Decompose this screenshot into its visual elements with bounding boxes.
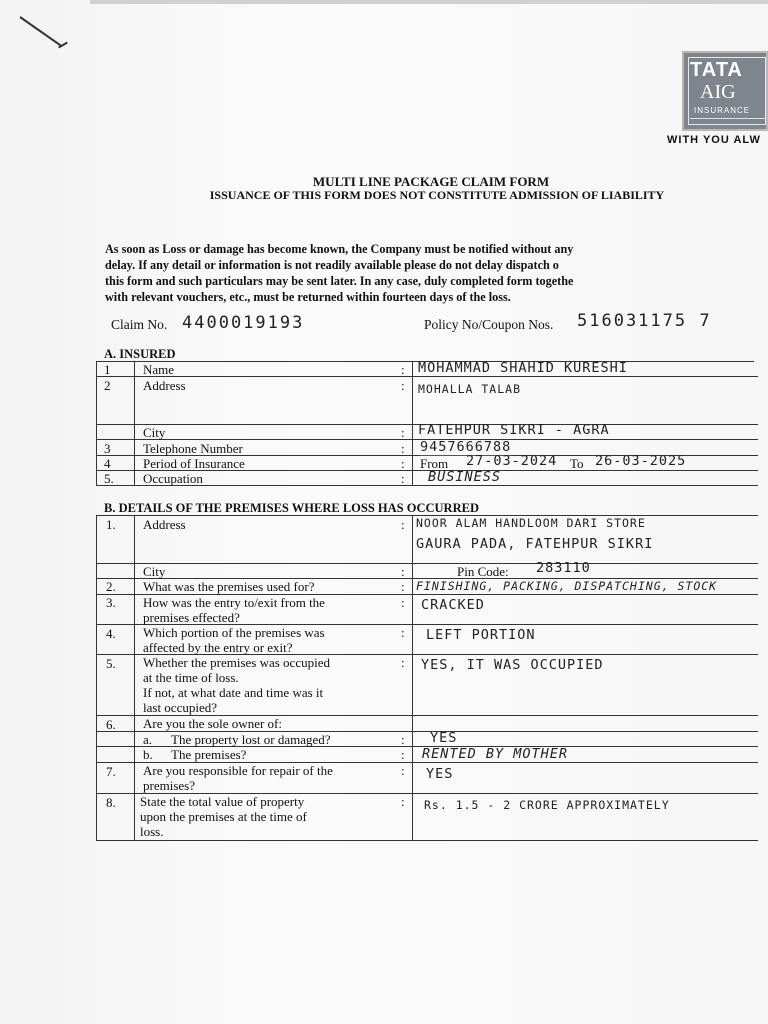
rule <box>96 840 758 841</box>
premises-owner-label: The premises? <box>171 747 247 762</box>
policy-no-value: 516031175 7 <box>577 311 712 331</box>
logo-brand: TATA <box>690 59 743 81</box>
occupied-value: YES, IT WAS OCCUPIED <box>421 657 604 673</box>
notice-line: this form and such particulars may be sent later. In any case, duly completed form togethe <box>105 274 574 288</box>
form-title: MULTI LINE PACKAGE CLAIM FORM <box>312 174 550 189</box>
property-value-label: State the total value of property <box>140 794 305 809</box>
premises-address-line1: NOOR ALAM HANDLOOM DARI STORE <box>416 516 646 530</box>
pen-mark <box>19 16 61 46</box>
colon: : <box>401 362 405 377</box>
portion-affected-value: LEFT PORTION <box>426 627 536 643</box>
period-from-label: From <box>420 456 449 471</box>
property-value-value: Rs. 1.5 - 2 CRORE APPROXIMATELY <box>424 798 670 812</box>
occupied-label: at the time of loss. <box>143 670 239 685</box>
repair-responsible-label: premises? <box>143 778 195 793</box>
form-subtitle: ISSUANCE OF THIS FORM DOES NOT CONSTITUTE ADMISSION OF LIABILITY <box>209 188 665 202</box>
rule <box>134 361 135 485</box>
occupied-label: last occupied? <box>143 700 217 715</box>
period-from-value: 27-03-2024 <box>466 453 558 469</box>
colon: : <box>401 595 405 610</box>
colon: : <box>401 378 405 393</box>
row-number: 3 <box>104 441 111 456</box>
rule <box>412 361 413 485</box>
occupation-label: Occupation <box>143 471 203 486</box>
rule <box>96 361 97 485</box>
notice-line: delay. If any detail or information is not readily available please do not delay dispatch o <box>105 258 559 272</box>
row-number: 3. <box>106 595 116 610</box>
pin-code-value: 283110 <box>536 560 591 576</box>
repair-responsible-label: Are you responsible for repair of the <box>143 763 333 778</box>
claim-no-value: 4400019193 <box>182 313 305 333</box>
logo-divider <box>690 118 766 119</box>
sub-letter: a. <box>143 732 153 747</box>
colon: : <box>401 579 405 594</box>
notice-line: As soon as Loss or damage has become known, the Company must be notified without any <box>105 242 574 256</box>
row-number: 4 <box>104 456 111 471</box>
tata-aig-logo <box>682 51 768 131</box>
portion-affected-label: affected by the entry or exit? <box>143 640 293 655</box>
row-number: 2 <box>104 378 111 393</box>
row-number: 8. <box>106 795 116 810</box>
colon: : <box>401 456 405 471</box>
row-number: 1 <box>104 362 111 377</box>
period-to-value: 26-03-2025 <box>595 453 687 469</box>
claim-no-label: Claim No. <box>111 317 168 332</box>
occupied-label: Whether the premises was occupied <box>143 655 330 670</box>
logo-insurance: INSURANCE <box>694 106 751 115</box>
policy-no-label: Policy No/Coupon Nos. <box>424 317 554 332</box>
entry-exit-value: CRACKED <box>421 597 485 613</box>
row-number: 1. <box>106 517 116 532</box>
section-b-heading: B. DETAILS OF THE PREMISES WHERE LOSS HAS OCCURRED <box>104 501 479 515</box>
colon: : <box>401 517 405 532</box>
city-value: FATEHPUR SIKRI - AGRA <box>418 422 610 438</box>
period-label: Period of Insurance <box>143 456 245 471</box>
pin-code-label: Pin Code: <box>457 564 509 579</box>
premises-use-label: What was the premises used for? <box>143 579 315 594</box>
colon: : <box>401 747 405 762</box>
premises-use-value: FINISHING, PACKING, DISPATCHING, STOCK <box>416 579 718 593</box>
section-a-heading: A. INSURED <box>104 347 176 361</box>
entry-exit-label: premises effected? <box>143 610 240 625</box>
rule <box>96 376 758 377</box>
premises-address-label: Address <box>143 517 186 532</box>
colon: : <box>401 564 405 579</box>
notice-line: with relevant vouchers, etc., must be returned within fourteen days of the loss. <box>105 290 511 304</box>
colon: : <box>401 655 405 670</box>
entry-exit-label: How was the entry to/exit from the <box>143 595 325 610</box>
repair-responsible-value: YES <box>426 766 454 782</box>
telephone-value: 9457666788 <box>420 439 512 455</box>
portion-affected-label: Which portion of the premises was <box>143 625 325 640</box>
colon: : <box>401 425 405 440</box>
logo-sub: AIG <box>700 81 736 103</box>
property-lost-label: The property lost or damaged? <box>171 732 331 747</box>
rule <box>134 515 135 840</box>
property-lost-value: YES <box>430 730 458 746</box>
row-number: 4. <box>106 626 116 641</box>
notice-paragraph <box>105 241 768 305</box>
address-value: MOHALLA TALAB <box>418 382 522 396</box>
premises-address-line2: GAURA PADA, FATEHPUR SIKRI <box>416 536 654 552</box>
row-number: 2. <box>106 579 116 594</box>
sub-letter: b. <box>143 747 153 762</box>
colon: : <box>401 471 405 486</box>
occupation-value: BUSINESS <box>428 469 502 485</box>
rule <box>96 515 97 840</box>
telephone-label: Telephone Number <box>143 441 243 456</box>
colon: : <box>401 625 405 640</box>
colon: : <box>401 441 405 456</box>
premises-city-label: City <box>143 564 166 579</box>
colon: : <box>401 794 405 809</box>
premises-owner-value: RENTED BY MOTHER <box>422 746 569 762</box>
logo-tagline: WITH YOU ALW <box>667 134 761 146</box>
city-label: City <box>143 425 166 440</box>
rule <box>96 563 758 564</box>
rule <box>412 515 413 840</box>
period-to-label: To <box>570 456 584 471</box>
colon: : <box>401 732 405 747</box>
name-value: MOHAMMAD SHAHID KURESHI <box>418 360 628 376</box>
row-number: 6. <box>106 717 116 732</box>
scan-edge <box>90 0 768 4</box>
property-value-label: loss. <box>140 824 164 839</box>
occupied-label: If not, at what date and time was it <box>143 685 324 700</box>
address-label: Address <box>143 378 186 393</box>
row-number: 5. <box>104 471 114 486</box>
colon: : <box>401 763 405 778</box>
sole-owner-label: Are you the sole owner of: <box>143 716 282 731</box>
name-label: Name <box>143 362 175 377</box>
row-number: 7. <box>106 764 116 779</box>
row-number: 5. <box>106 656 116 671</box>
property-value-label: upon the premises at the time of <box>140 809 307 824</box>
